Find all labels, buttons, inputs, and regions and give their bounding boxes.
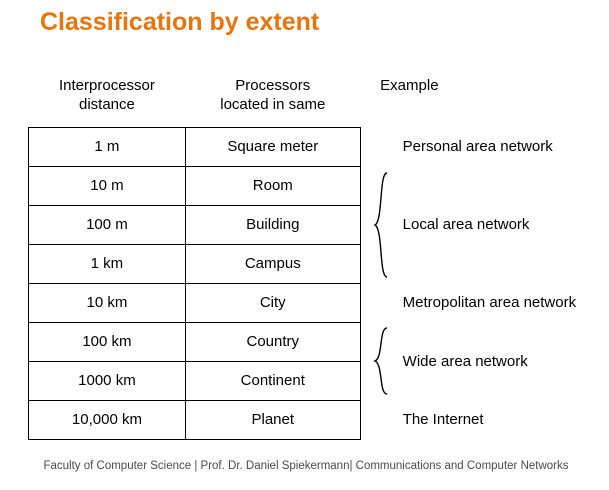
footer-faculty: Faculty of Computer Science bbox=[43, 460, 192, 472]
example-label: Personal area network bbox=[402, 138, 553, 155]
cell-location: Square meter bbox=[185, 127, 360, 166]
cell-location: Room bbox=[185, 166, 360, 205]
table-row bbox=[29, 166, 589, 205]
cell-distance: 1000 km bbox=[29, 361, 186, 400]
cell-location: Campus bbox=[185, 244, 360, 283]
slide-footer bbox=[36, 460, 576, 472]
cell-example bbox=[360, 127, 588, 166]
cell-location: Country bbox=[185, 322, 360, 361]
cell-distance: 10,000 km bbox=[29, 400, 186, 439]
footer-course: Communications and Computer Networks bbox=[355, 460, 569, 472]
cell-example bbox=[360, 400, 588, 439]
example-label: The Internet bbox=[402, 411, 484, 428]
column-header-interprocessor-distance bbox=[29, 75, 186, 127]
table-header-row bbox=[29, 75, 589, 127]
example-label: Local area network bbox=[402, 216, 530, 233]
cell-distance: 100 m bbox=[29, 205, 186, 244]
example-label: Wide area network bbox=[402, 352, 528, 370]
cell-location: Planet bbox=[185, 400, 360, 439]
cell-example bbox=[360, 322, 588, 400]
table-row bbox=[29, 400, 589, 439]
footer-separator-2: | bbox=[349, 460, 356, 472]
cell-distance: 10 m bbox=[29, 166, 186, 205]
brace-icon bbox=[373, 326, 389, 396]
footer-author: Prof. Dr. Daniel Spiekermann bbox=[200, 460, 350, 472]
column-header-line1: Processors bbox=[235, 77, 311, 94]
table-row bbox=[29, 322, 589, 361]
column-header-processors-located bbox=[185, 75, 360, 127]
example-label: Metropolitan area network bbox=[402, 294, 577, 311]
cell-location: Building bbox=[185, 205, 360, 244]
cell-distance: 1 m bbox=[29, 127, 186, 166]
brace-icon bbox=[373, 171, 389, 279]
column-header-line2: distance bbox=[79, 95, 135, 113]
page-title: Classification by extent bbox=[40, 8, 320, 36]
cell-distance: 10 km bbox=[29, 283, 186, 322]
footer-separator-1: | bbox=[191, 460, 201, 472]
table-row bbox=[29, 127, 589, 166]
cell-example bbox=[360, 283, 588, 322]
cell-example bbox=[360, 166, 588, 283]
column-header-line1: Interprocessor bbox=[59, 77, 155, 94]
cell-distance: 100 km bbox=[29, 322, 186, 361]
classification-table-container bbox=[28, 75, 588, 440]
table-row bbox=[29, 283, 589, 322]
cell-location: Continent bbox=[185, 361, 360, 400]
column-header-example: Example bbox=[380, 77, 439, 94]
classification-table bbox=[28, 75, 588, 440]
cell-distance: 1 km bbox=[29, 244, 186, 283]
cell-location: City bbox=[185, 283, 360, 322]
column-header-line2: located in same bbox=[220, 95, 326, 113]
